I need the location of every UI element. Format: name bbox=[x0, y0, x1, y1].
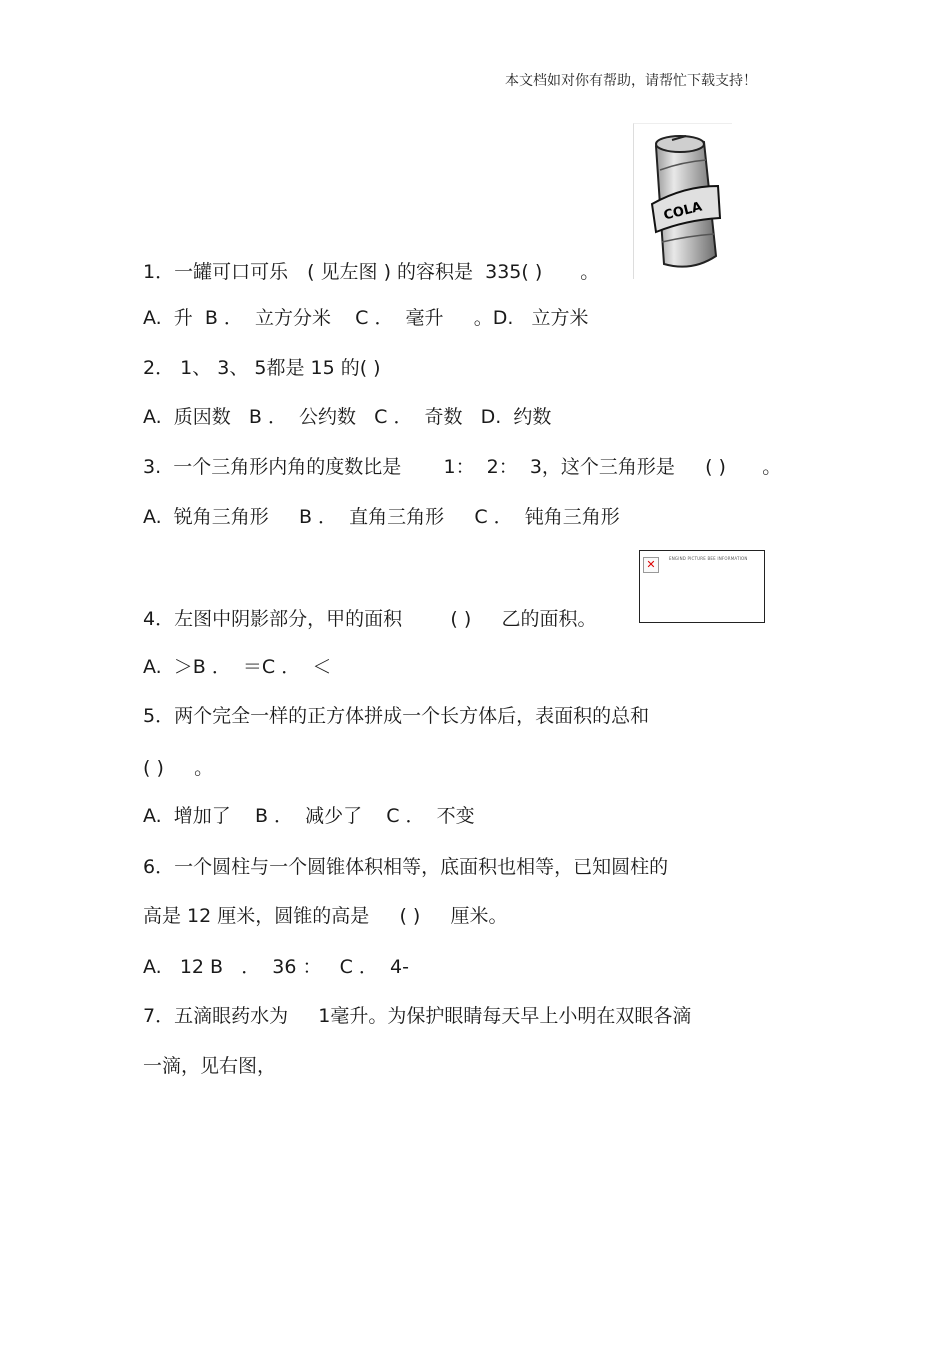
question-6-options: A. 12 B ． 36 ： C ． 4- bbox=[143, 956, 409, 978]
question-6-continued: 高是 12 厘米，圆锥的高是 ( ) 厘米。 bbox=[143, 905, 508, 927]
question-6: 6．一个圆柱与一个圆锥体积相等，底面积也相等，已知圆柱的 bbox=[143, 856, 669, 878]
question-2: 2． 1、 3、 5都是 15 的( ) bbox=[143, 357, 381, 379]
question-1: 1．一罐可口可乐 ( 见左图 ) 的容积是 335( ) 。 bbox=[143, 261, 600, 283]
shaded-area-figure bbox=[639, 550, 765, 623]
question-4-options: A. ＞B ． ＝C ． ＜ bbox=[143, 656, 332, 678]
question-3-options: A. 锐角三角形 B ． 直角三角形 C ． 钝角三角形 bbox=[143, 506, 620, 528]
question-4: 4．左图中阴影部分，甲的面积 ( ) 乙的面积。 bbox=[143, 608, 597, 630]
question-2-options: A. 质因数 B ． 公约数 C ． 奇数 D. 约数 bbox=[143, 406, 552, 428]
header-note: 本文档如对你有帮助，请帮忙下载支持！ bbox=[505, 73, 757, 89]
question-5-options: A. 增加了 B ． 减少了 C ． 不变 bbox=[143, 805, 475, 827]
broken-image-caption: ENGIND PICTURE BEE INFORMATION bbox=[669, 556, 748, 561]
question-3: 3. 一个三角形内角的度数比是 1： 2： 3，这个三角形是 ( ) 。 bbox=[143, 456, 782, 478]
broken-image-icon: ✕ bbox=[643, 557, 659, 573]
question-5-continued: ( ) 。 bbox=[143, 757, 214, 779]
cola-can-drawing bbox=[634, 124, 732, 279]
question-5: 5．两个完全一样的正方体拼成一个长方体后，表面积的总和 bbox=[143, 705, 650, 727]
can-label: COLA bbox=[662, 199, 704, 224]
question-7: 7．五滴眼药水为 1毫升。为保护眼睛每天早上小明在双眼各滴 bbox=[143, 1005, 692, 1027]
question-7-continued: 一滴，见右图， bbox=[143, 1055, 277, 1077]
question-1-options: A. 升 B ． 立方分米 C ． 毫升 。D. 立方米 bbox=[143, 307, 589, 329]
cola-can-image bbox=[633, 123, 732, 279]
